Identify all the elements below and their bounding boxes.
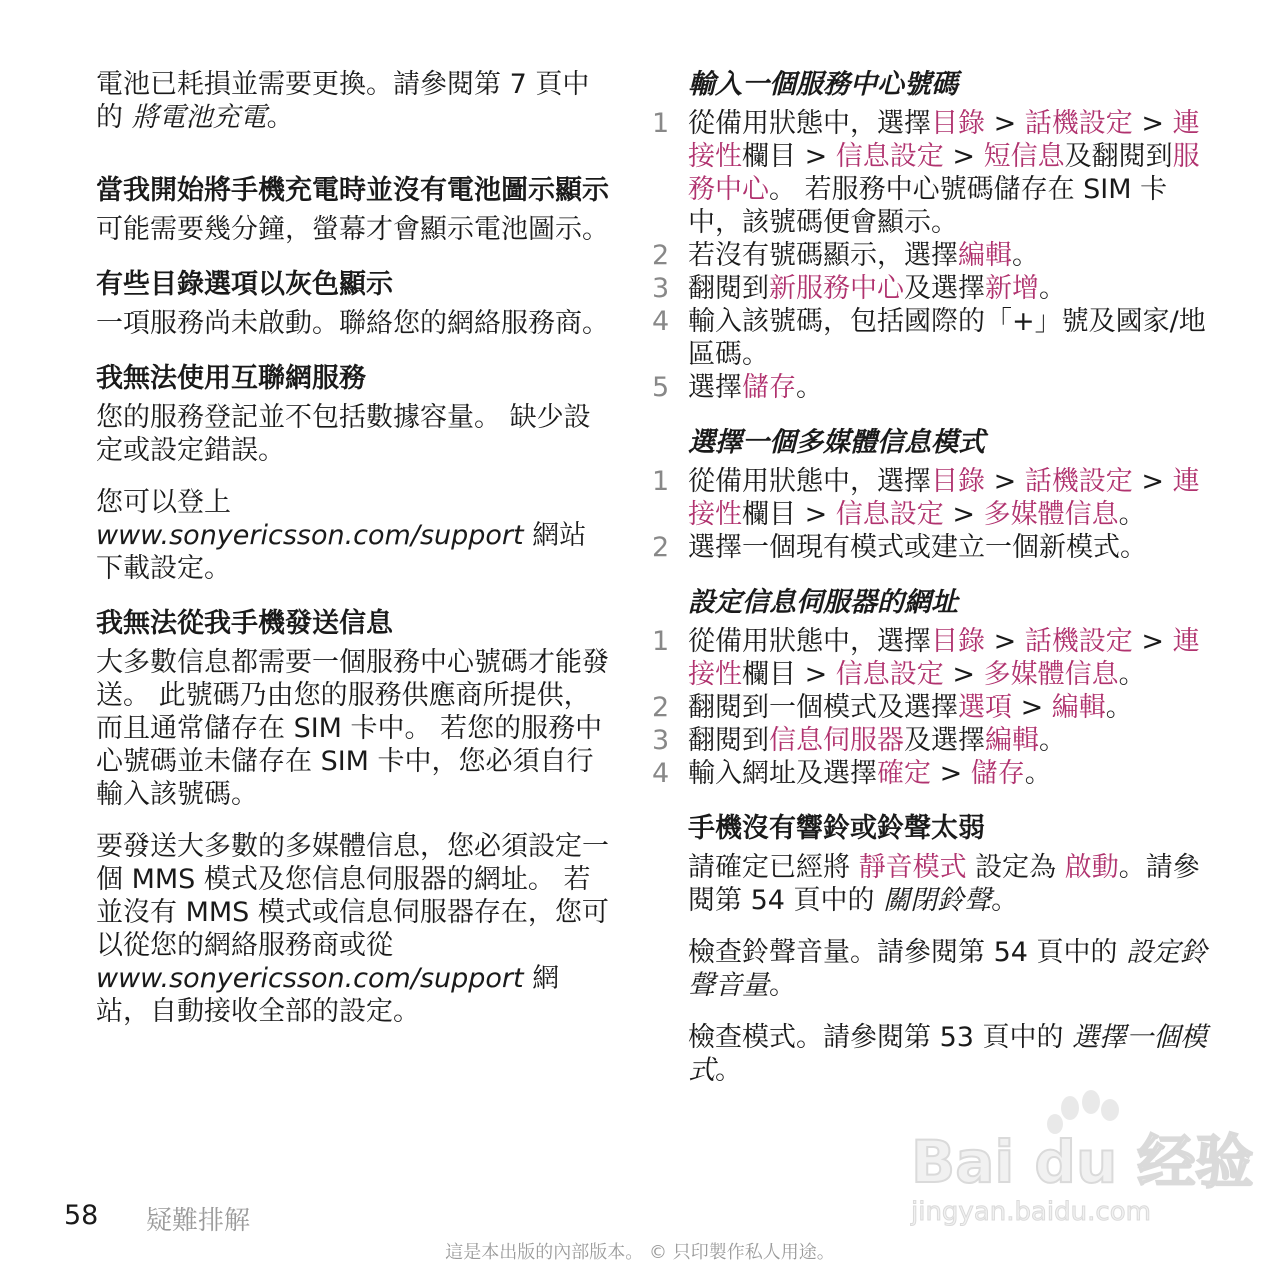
menu-link[interactable]: 編輯 xyxy=(985,725,1039,756)
section-body: 一項服務尚未啟動。聯絡您的網絡服務商。 xyxy=(96,308,609,339)
step-item: 4 輸入該號碼，包括國際的「+」號及國家/地區碼。 xyxy=(652,306,1206,370)
link-ringtone-off[interactable]: 關閉鈴聲 xyxy=(883,885,992,916)
section-message-server xyxy=(652,586,1212,790)
support-url[interactable]: www.sonyericsson.com/support xyxy=(96,520,524,551)
section-heading: 我無法從我手機發送信息 xyxy=(96,608,393,639)
section-cannot-send xyxy=(96,607,611,1028)
section-heading: 選擇一個多媒體信息模式 xyxy=(688,427,985,458)
section-heading: 設定信息伺服器的網址 xyxy=(688,587,958,618)
section-body: 大多數信息都需要一個服務中心號碼才能發送。 此號碼乃由您的服務供應商所提供，而且通常儲存在 SIM 卡中。 若您的服務中心號碼並未儲存在 SIM 卡中，您必須自行輸入該號碼。 xyxy=(96,647,609,810)
menu-link[interactable]: 話機設定 xyxy=(1024,466,1133,497)
menu-link[interactable]: 信息伺服器 xyxy=(769,725,904,756)
menu-link[interactable]: 啟動 xyxy=(1064,852,1119,883)
steps-list xyxy=(652,465,1212,564)
step-item: 2 若沒有號碼顯示，選擇編輯。 xyxy=(652,240,1039,271)
step-item: 4 輸入網址及選擇確定 > 儲存。 xyxy=(652,758,1052,789)
menu-link[interactable]: 目錄 xyxy=(931,108,985,139)
menu-link[interactable]: 多媒體信息 xyxy=(983,499,1119,530)
section-internet xyxy=(96,362,611,585)
menu-link[interactable]: 連接性 xyxy=(688,466,1200,530)
step-item: 3 翻閱到信息伺服器及選擇編輯。 xyxy=(652,725,1066,756)
menu-link[interactable]: 信息設定 xyxy=(835,659,944,690)
menu-link[interactable]: 話機設定 xyxy=(1024,108,1133,139)
menu-link[interactable]: 短信息 xyxy=(983,141,1065,172)
menu-link[interactable]: 連接性 xyxy=(688,108,1200,172)
menu-link[interactable]: 信息設定 xyxy=(835,499,944,530)
menu-link[interactable]: 目錄 xyxy=(931,626,985,657)
steps-list xyxy=(652,107,1212,404)
menu-link[interactable]: 目錄 xyxy=(931,466,985,497)
ringtone-paragraph-3: 檢查模式。請參閱第 53 頁中的 選擇一個模式。 xyxy=(688,1022,1208,1086)
section-mms-profile xyxy=(652,426,1212,564)
section-no-battery-icon xyxy=(96,174,611,246)
section-heading: 我無法使用互聯網服務 xyxy=(96,363,366,394)
section-heading: 有些目錄選項以灰色顯示 xyxy=(96,269,393,300)
link-charge-battery[interactable]: 將電池充電 xyxy=(131,102,267,133)
section-body: 您的服務登記並不包括數據容量。 缺少設定或設定錯誤。 xyxy=(96,402,591,466)
step-item: 1 從備用狀態中，選擇目錄 > 話機設定 > 連接性欄目 > 信息設定 > 多媒體信息。 xyxy=(652,626,1200,690)
section-no-ringtone xyxy=(652,812,1212,1087)
steps-list xyxy=(652,625,1212,790)
support-url[interactable]: www.sonyericsson.com/support xyxy=(96,963,524,994)
link-select-mode[interactable]: 選擇一個模式 xyxy=(688,1022,1208,1086)
page-number: 58 xyxy=(64,1200,99,1231)
ringtone-paragraph-1: 請確定已經將 靜音模式 設定為 啟動。請參閱第 54 頁中的 關閉鈴聲。 xyxy=(688,852,1200,916)
menu-link[interactable]: 連接性 xyxy=(688,626,1200,690)
step-item: 5 選擇儲存。 xyxy=(652,372,823,403)
menu-link[interactable]: 儲存 xyxy=(970,758,1025,789)
link-ringtone-volume[interactable]: 設定鈴聲音量 xyxy=(688,937,1208,1001)
menu-link[interactable]: 儲存 xyxy=(742,372,796,403)
intro-paragraph: 電池已耗損並需要更換。請參閱第 7 頁中的 將電池充電。 xyxy=(96,69,590,133)
step-item: 2 翻閱到一個模式及選擇選項 > 編輯。 xyxy=(652,692,1133,723)
menu-link[interactable]: 選項 xyxy=(958,692,1012,723)
menu-link[interactable]: 新增 xyxy=(985,273,1039,304)
footer-section-title: 疑難排解 xyxy=(146,1206,251,1236)
menu-link[interactable]: 信息設定 xyxy=(835,141,944,172)
menu-link[interactable]: 編輯 xyxy=(958,240,1012,271)
section-body: 可能需要幾分鐘，螢幕才會顯示電池圖示。 xyxy=(96,214,609,245)
menu-link[interactable]: 服務中心 xyxy=(688,141,1200,205)
section-heading: 輸入一個服務中心號碼 xyxy=(688,69,958,100)
section-heading: 當我開始將手機充電時並沒有電池圖示顯示 xyxy=(96,175,609,206)
menu-link[interactable]: 確定 xyxy=(877,758,931,789)
right-column xyxy=(652,68,1212,1109)
section-grey-menu xyxy=(96,268,611,340)
step-item: 1 從備用狀態中，選擇目錄 > 話機設定 > 連接性欄目 > 信息設定 > 多媒體信息。 xyxy=(652,466,1200,530)
menu-link[interactable]: 靜音模式 xyxy=(858,852,967,883)
ringtone-paragraph-2: 檢查鈴聲音量。請參閱第 54 頁中的 設定鈴聲音量。 xyxy=(688,937,1208,1001)
section-service-center xyxy=(652,68,1212,404)
menu-link[interactable]: 多媒體信息 xyxy=(983,659,1119,690)
baidu-jingyan-watermark-icon xyxy=(905,1090,1254,1230)
section-heading: 手機沒有響鈴或鈴聲太弱 xyxy=(688,813,985,844)
section-body-2: 要發送大多數的多媒體信息，您必須設定一個 MMS 模式及您信息伺服器的網址。 若並沒有 MMS 模式或信息伺服器存在，您可以從您的網絡服務商或從 www.sonyericsson.com/support 網站，自動接收全部的設定。 xyxy=(96,831,609,1027)
menu-link[interactable]: 編輯 xyxy=(1051,692,1106,723)
svg-text:jingyan.baidu.com: jingyan.baidu.com xyxy=(911,1197,1151,1227)
step-item: 3 翻閱到新服務中心及選擇新增。 xyxy=(652,273,1066,304)
section-body-2: 您可以登上 www.sonyericsson.com/support 網站下載設定。 xyxy=(96,487,587,584)
step-item: 1 從備用狀態中，選擇目錄 > 話機設定 > 連接性欄目 > 信息設定 > 短信息及翻閱到服務中心。 若服務中心號碼儲存在 SIM 卡中，該號碼便會顯示。 xyxy=(652,108,1200,238)
left-column xyxy=(96,68,611,1050)
footer-note: 這是本出版的內部版本。 © 只印製作私人用途。 xyxy=(445,1242,835,1263)
menu-link[interactable]: 話機設定 xyxy=(1024,626,1133,657)
step-item: 2 選擇一個現有模式或建立一個新模式。 xyxy=(652,532,1147,563)
svg-text:Bai du 经验: Bai du 经验 xyxy=(911,1128,1254,1196)
menu-link[interactable]: 新服務中心 xyxy=(769,273,904,304)
